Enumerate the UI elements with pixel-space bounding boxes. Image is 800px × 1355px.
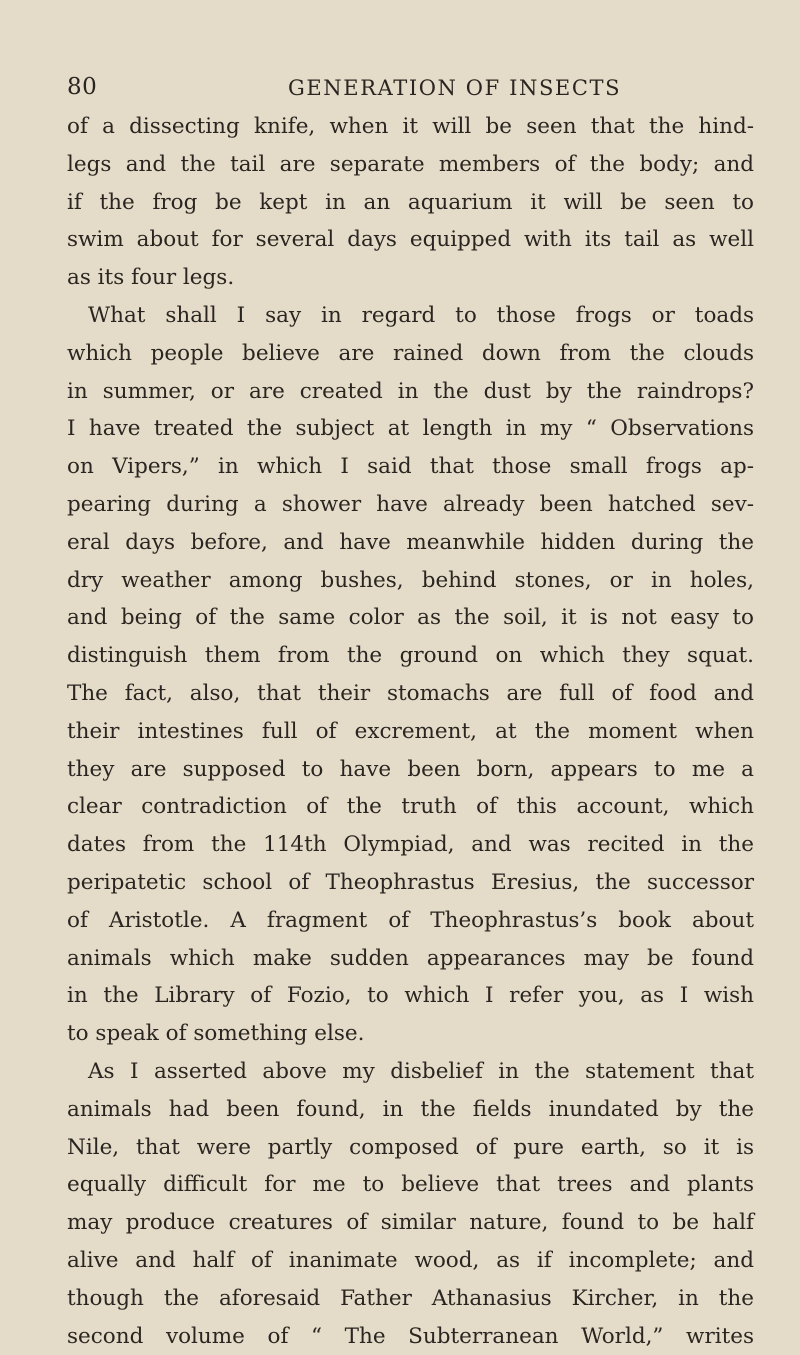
text-line: second volume of “ The Subterranean World,” writes <box>67 1318 754 1355</box>
text-line: of a dissecting knife, when it will be seen that the hind- <box>67 108 754 146</box>
text-line: dates from the 114th Olympiad, and was recited in the <box>67 826 754 864</box>
text-line: as its four legs. <box>67 259 754 297</box>
text-line: in summer, or are created in the dust by the raindrops? <box>67 373 754 411</box>
page-number: 80 <box>67 74 97 100</box>
text-line: though the aforesaid Father Athanasius Kircher, in the <box>67 1280 754 1318</box>
text-line: distinguish them from the ground on which they squat. <box>67 637 754 675</box>
text-line: to speak of something else. <box>67 1015 754 1053</box>
page-header <box>67 0 754 108</box>
text-line: The fact, also, that their stomachs are full of food and <box>67 675 754 713</box>
text-line: dry weather among bushes, behind stones, or in holes, <box>67 562 754 600</box>
text-line: and being of the same color as the soil, it is not easy to <box>67 599 754 637</box>
text-line: swim about for several days equipped with its tail as well <box>67 221 754 259</box>
body-text <box>67 108 754 1355</box>
text-line: on Vipers,” in which I said that those small frogs ap- <box>67 448 754 486</box>
text-line: alive and half of inanimate wood, as if incomplete; and <box>67 1242 754 1280</box>
text-line: of Aristotle. A fragment of Theophrastus’s book about <box>67 902 754 940</box>
text-line: may produce creatures of similar nature, found to be half <box>67 1204 754 1242</box>
text-line: legs and the tail are separate members of the body; and <box>67 146 754 184</box>
text-line: pearing during a shower have already been hatched sev- <box>67 486 754 524</box>
text-line: their intestines full of excrement, at the moment when <box>67 713 754 751</box>
text-line: clear contradiction of the truth of this account, which <box>67 788 754 826</box>
running-head: GENERATION OF INSECTS <box>288 76 621 100</box>
text-line: I have treated the subject at length in my “ Observations <box>67 410 754 448</box>
text-line: animals which make sudden appearances may be found <box>67 940 754 978</box>
text-line: which people believe are rained down from the clouds <box>67 335 754 373</box>
text-line: if the frog be kept in an aquarium it will be seen to <box>67 184 754 222</box>
text-line: eral days before, and have meanwhile hidden during the <box>67 524 754 562</box>
text-line: equally difficult for me to believe that trees and plants <box>67 1166 754 1204</box>
text-line: Nile, that were partly composed of pure earth, so it is <box>67 1129 754 1167</box>
text-line: animals had been found, in the fields inundated by the <box>67 1091 754 1129</box>
text-line: As I asserted above my disbelief in the statement that <box>67 1053 754 1091</box>
text-line: peripatetic school of Theophrastus Eresius, the successor <box>67 864 754 902</box>
text-line: What shall I say in regard to those frogs or toads <box>67 297 754 335</box>
text-line: they are supposed to have been born, appears to me a <box>67 751 754 789</box>
text-line: in the Library of Fozio, to which I refer you, as I wish <box>67 977 754 1015</box>
